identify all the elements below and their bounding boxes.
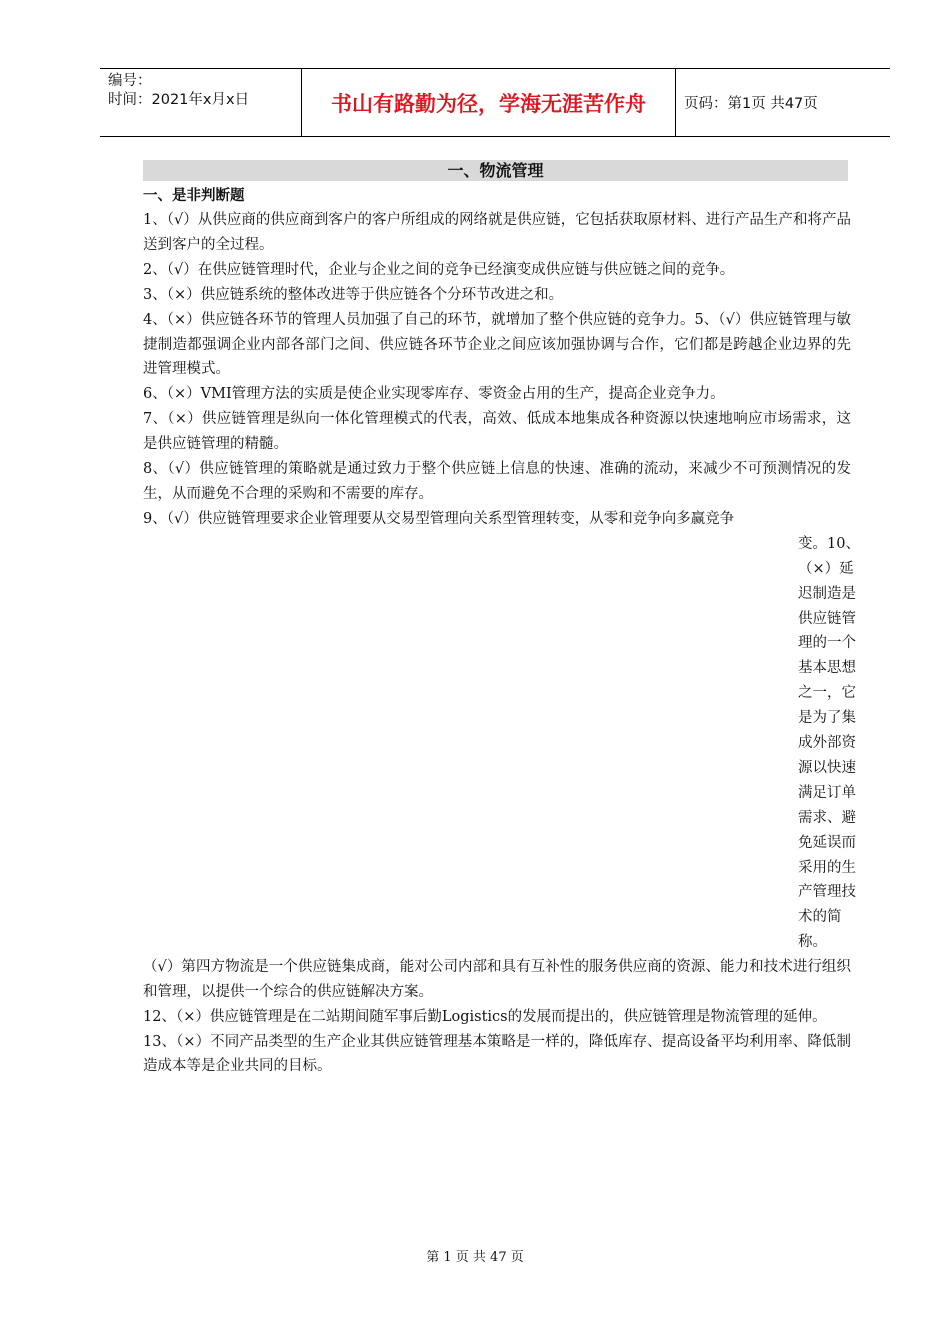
narrow-column-wrap	[143, 532, 860, 955]
document-body	[143, 208, 860, 1079]
paragraph-7: 7、（×）供应链管理是纵向一体化管理模式的代表，高效、低成本地集成各种资源以快速地响应市场需求，这是供应链管理的精髓。	[143, 411, 851, 453]
narrow-column-text: 变。10、（×）延迟制造是供应链管理的一个基本思想之一，它是为了集成外部资源以快速满足订单需求、避免延误而采用的生产管理技术的简称。	[798, 535, 860, 951]
paragraph-11: （√）第四方物流是一个供应链集成商，能对公司内部和具有互补性的服务供应商的资源、能力和技术进行组织和管理，以提供一个综合的供应链解决方案。	[143, 958, 851, 1000]
paragraph-9: 9、（√）供应链管理要求企业管理要从交易型管理向关系型管理转变，从零和竞争向多赢竞争	[143, 510, 735, 527]
number-label: 编号：	[108, 73, 152, 89]
header-motto: 书山有路勤为径，学海无涯苦作舟	[302, 69, 676, 136]
section-title: 一、物流管理	[143, 160, 848, 181]
paragraph-8: 8、（√）供应链管理的策略就是通过致力于整个供应链上信息的快速、准确的流动，来减少不可预测情况的发生，从而避免不合理的采购和不需要的库存。	[143, 461, 851, 502]
header-meta	[100, 69, 302, 136]
time-line: 时间：2021年x月x日	[108, 92, 250, 108]
page-footer: 第 1 页 共 47 页	[426, 1250, 524, 1265]
subsection-title: 一、是非判断题	[143, 188, 245, 204]
header-page-info: 页码：第1页 共47页	[684, 96, 818, 112]
paragraph-3: 3、（×）供应链系统的整体改进等于供应链各个分环节改进之和。	[143, 286, 564, 303]
paragraph-6: 6、（×）VMI管理方法的实质是使企业实现零库存、零资金占用的生产，提高企业竞争力。	[143, 386, 725, 403]
paragraph-4: 4、（×）供应链各环节的管理人员加强了自己的环节，就增加了整个供应链的竞争力。5、（√）供应链管理与敏捷制造都强调企业内部各部门之间、供应链各环节企业之间应该加强协调与合作，它们都是跨越企业边界的先进管理模式。	[143, 311, 851, 378]
paragraph-13: 13、（×）不同产品类型的生产企业其供应链管理基本策略是一样的，降低库存、提高设备平均利用率、降低制造成本等是企业共同的目标。	[143, 1033, 851, 1075]
paragraph-12: 12、（×）供应链管理是在二站期间随军事后勤Logistics的发展而提出的，供应链管理是物流管理的延伸。	[143, 1008, 827, 1025]
paragraph-1: 1、（√）从供应商的供应商到客户的客户所组成的网络就是供应链，它包括获取原材料、进行产品生产和将产品送到客户的全过程。	[143, 212, 851, 253]
document-header	[100, 68, 890, 137]
paragraph-2: 2、（√）在供应链管理时代，企业与企业之间的竞争已经演变成供应链与供应链之间的竞争。	[143, 261, 735, 278]
